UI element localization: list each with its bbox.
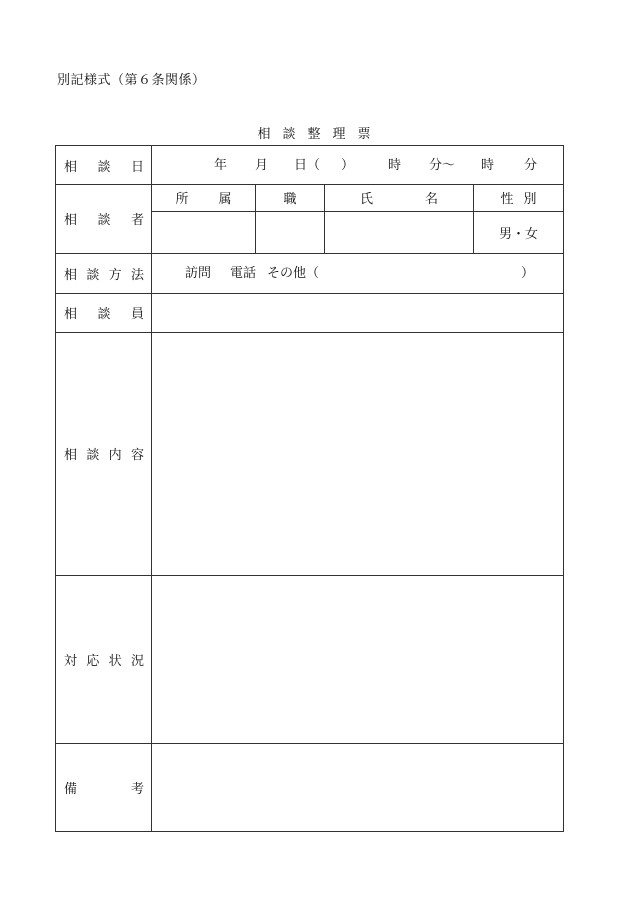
- label-char: 日: [130, 159, 144, 175]
- label-char: 容: [130, 448, 144, 463]
- form-caption: 別記様式（第６条関係）: [57, 73, 206, 88]
- affiliation-field[interactable]: [152, 212, 255, 253]
- label-char: 談: [86, 448, 100, 463]
- header-char: 属: [218, 192, 232, 207]
- header-char: 所: [175, 192, 189, 207]
- label-char: 考: [130, 781, 144, 797]
- label-char: 内: [108, 448, 122, 463]
- header-char: 氏: [359, 192, 373, 207]
- header-char: 別: [523, 192, 537, 207]
- label-remarks: [56, 743, 152, 831]
- header-gender: [474, 184, 563, 211]
- label-char: 員: [130, 307, 144, 322]
- label-char: 者: [130, 213, 144, 228]
- time-minute-end: 分: [524, 158, 538, 173]
- label-char: 況: [130, 653, 144, 669]
- label-char: 法: [130, 267, 144, 283]
- label-char: 対: [64, 653, 78, 669]
- content-field[interactable]: [152, 333, 563, 575]
- time-hour-unit-end: 時: [481, 158, 495, 173]
- header-affiliation: [152, 184, 255, 211]
- label-char: 談: [97, 159, 111, 175]
- staff-field[interactable]: [152, 294, 563, 332]
- label-char: 相: [64, 307, 78, 322]
- label-consultation-content: [56, 332, 152, 575]
- label-consultation-staff: [56, 293, 152, 332]
- date-month-unit: 月: [255, 158, 269, 173]
- method-other-option[interactable]: その他（: [267, 266, 320, 281]
- label-consultation-method: [56, 253, 152, 293]
- label-char: 相: [64, 159, 78, 175]
- label-char: 談: [97, 213, 111, 228]
- time-hour-unit: 時: [388, 158, 402, 173]
- label-consultation-date: [56, 146, 152, 184]
- header-name: [325, 184, 473, 211]
- label-consultant: [56, 184, 152, 253]
- gender-choice[interactable]: 男・女: [498, 227, 538, 242]
- label-char: 応: [86, 653, 100, 669]
- header-job: 職: [283, 192, 297, 207]
- label-char: 談: [86, 267, 100, 283]
- label-char: 備: [64, 781, 78, 797]
- label-char: 相: [64, 448, 78, 463]
- method-close-paren: ）: [521, 266, 535, 281]
- date-day-unit: 日（: [294, 158, 321, 173]
- date-year-unit: 年: [214, 158, 228, 173]
- name-field[interactable]: [325, 212, 473, 253]
- label-char: 方: [108, 267, 122, 283]
- method-visit-option[interactable]: 訪問: [185, 266, 212, 281]
- document-title: 相談整理票: [257, 127, 383, 142]
- consultation-form-table: [55, 145, 564, 832]
- header-char: 名: [425, 192, 439, 207]
- label-char: 談: [97, 307, 111, 322]
- remarks-field[interactable]: [152, 744, 563, 831]
- job-field[interactable]: [256, 212, 324, 253]
- label-char: 状: [108, 653, 122, 669]
- time-minute-from: 分～: [429, 158, 456, 173]
- label-char: 相: [64, 267, 78, 283]
- label-response-status: [56, 575, 152, 743]
- method-phone-option[interactable]: 電話: [230, 266, 257, 281]
- label-char: 相: [64, 213, 78, 228]
- date-close-paren: ）: [341, 158, 355, 173]
- header-char: 性: [500, 192, 514, 207]
- response-field[interactable]: [152, 576, 563, 743]
